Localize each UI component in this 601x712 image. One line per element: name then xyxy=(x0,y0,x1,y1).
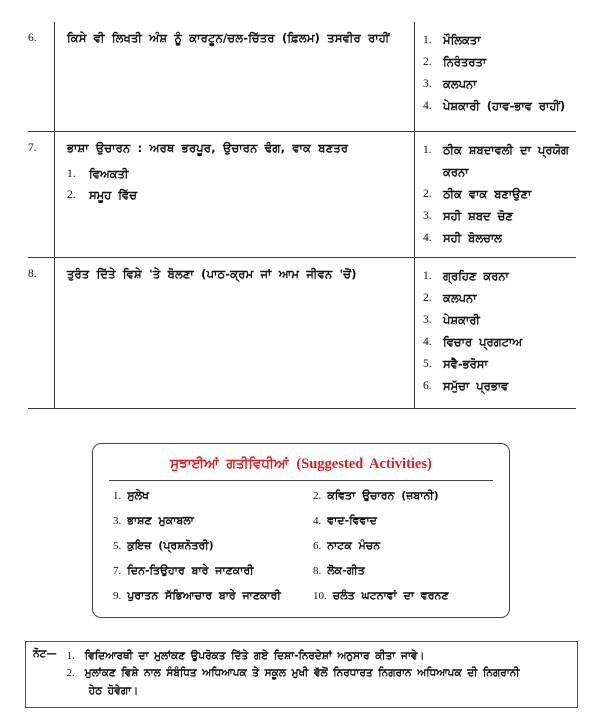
activity-number: 2. xyxy=(313,490,322,502)
suggested-activities-box xyxy=(92,443,510,618)
indicator-number: 3. xyxy=(423,77,432,90)
list-item xyxy=(67,185,408,206)
note-number: 2. xyxy=(66,668,75,680)
activity-label: ਨਾਟਕ ਮੰਚਨ xyxy=(327,539,381,552)
subitem-number: 1. xyxy=(67,167,76,180)
note-text: ਵਿਦਿਆਰਥੀ ਦਾ ਮੁਲਾਂਕਣ ਉਪਰੋਕਤ ਦਿੱਤੇ ਗਏ ਦਿਸ਼ਾ-ਨਿਰਦੇਸ਼ਾਂ ਅਨੁਸਾਰ ਕੀਤਾ ਜਾਵੇ। xyxy=(84,650,425,662)
activity-label: ਪੁਰਾਤਨ ਸੱਭਿਆਚਾਰ ਬਾਰੇ ਜਾਣਕਾਰੀ xyxy=(127,589,281,602)
note-box xyxy=(25,641,578,708)
subitem-text: ਵਿਅਕਤੀ xyxy=(89,166,129,181)
activity-label: ਚਲੰਤ ਘਟਨਾਵਾਂ ਦਾ ਵਰਨਣ xyxy=(332,589,449,602)
list-item xyxy=(423,376,572,398)
activity-label: ਭਾਸ਼ਣ ਮੁਕਾਬਲਾ xyxy=(127,514,194,527)
indicator-number: 2. xyxy=(423,55,432,68)
row-number: 6. xyxy=(28,32,37,44)
activities-title-english: (Suggested Activities) xyxy=(296,456,432,472)
list-item xyxy=(113,539,313,553)
activities-title xyxy=(107,456,495,480)
list-item xyxy=(423,266,572,288)
indicator-number: 4. xyxy=(423,99,432,112)
list-item xyxy=(423,206,572,228)
row-number: 7. xyxy=(28,142,37,155)
list-item xyxy=(423,332,572,354)
note-inner xyxy=(33,648,569,700)
activity-number: 6. xyxy=(313,540,322,552)
indicator-number: 2. xyxy=(423,187,432,200)
list-item xyxy=(313,539,495,553)
indicator-text: ਪੇਸ਼ਕਾਰੀ xyxy=(443,313,480,328)
list-item xyxy=(423,228,572,250)
activity-number: 7. xyxy=(113,565,122,577)
row-indicators-cell xyxy=(414,258,576,407)
criteria-table xyxy=(28,22,576,409)
criteria-heading: ਤੁਰੰਤ ਦਿੱਤੇ ਵਿਸ਼ੇ 'ਤੇ ਬੋਲਣਾ (ਪਾਠ-ਕ੍ਰਮ ਜਾਂ ਆਮ ਜੀਵਨ 'ਚੋਂ) xyxy=(67,267,357,282)
indicator-number: 1. xyxy=(423,34,432,46)
title-divider xyxy=(109,480,493,481)
indicator-text: ਵਿਚਾਰ ਪ੍ਰਗਟਾਅ xyxy=(443,335,523,349)
list-item xyxy=(67,648,569,665)
indicator-number: 4. xyxy=(423,336,432,348)
note-number: 1. xyxy=(66,651,75,662)
activity-label: ਵਾਦ-ਵਿਵਾਦ xyxy=(327,514,377,527)
note-label: ਨੋਟ— xyxy=(33,648,57,660)
indicator-list xyxy=(423,140,572,249)
list-item xyxy=(423,140,572,184)
row-criteria-cell xyxy=(54,258,414,407)
indicator-text: ਸਵੈ-ਭਰੋਸਾ xyxy=(443,356,488,371)
indicator-text xyxy=(443,140,572,184)
indicator-text: ਗ੍ਰਹਿਣ ਕਰਨਾ xyxy=(443,269,509,284)
activity-number: 10. xyxy=(313,590,327,602)
indicator-list xyxy=(423,30,572,117)
indicator-text: ਠੀਕ ਵਾਕ ਬਣਾਉਣਾ xyxy=(443,186,532,201)
subitem-number: 2. xyxy=(67,188,76,201)
indicator-text: ਕਲਪਨਾ xyxy=(443,291,477,306)
indicator-text: ਨਿਰੰਤਰਤਾ xyxy=(443,54,487,69)
indicator-text: ਸਹੀ ਸ਼ਬਦ ਚੋਣ xyxy=(443,208,513,223)
activities-list xyxy=(107,489,495,603)
list-item xyxy=(67,164,408,185)
criteria-heading: ਭਾਸ਼ਾ ਉਚਾਰਨ : ਅਰਥ ਭਰਪੂਰ, ਉਚਾਰਨ ਢੰਗ, ਵਾਕ ਬਣਤਰ xyxy=(67,141,349,156)
list-item xyxy=(423,74,572,96)
indicator-number: 1. xyxy=(423,270,432,283)
row-number: 8. xyxy=(28,268,37,281)
list-item xyxy=(113,564,313,578)
row-indicators-cell xyxy=(414,22,576,131)
list-item xyxy=(113,514,313,528)
activity-number: 5. xyxy=(113,540,122,552)
indicator-text: ਕਲਪਨਾ xyxy=(443,76,477,91)
criteria-heading: ਕਿਸੇ ਵੀ ਲਿਖਤੀ ਅੰਸ਼ ਨੂੰ ਕਾਰਟੂਨ/ਚਲ-ਚਿੱਤਰ (ਫ਼ਿਲਮ) ਤਸਵੀਰ ਰਾਹੀਂ xyxy=(67,31,390,45)
activity-label: ਸੁਲੇਖ xyxy=(127,489,149,502)
list-item xyxy=(313,564,495,578)
note-list xyxy=(67,648,569,700)
note-text-line2: ਹੇਠ ਹੋਵੇਗਾ। xyxy=(88,684,139,697)
list-item xyxy=(113,489,313,503)
criteria-sublist xyxy=(67,164,408,207)
indicator-text-line1: ਠੀਕ ਸ਼ਬਦਾਵਲੀ ਦਾ ਪ੍ਰਯੋਗ xyxy=(443,143,569,158)
indicator-text: ਪੇਸ਼ਕਾਰੀ (ਹਾਵ-ਭਾਵ ਰਾਹੀਂ) xyxy=(443,98,566,113)
activity-number: 3. xyxy=(113,515,122,527)
row-criteria-cell xyxy=(54,22,414,131)
indicator-text: ਸਹੀ ਬੋਲਚਾਲ xyxy=(443,230,502,245)
indicator-number: 5. xyxy=(423,357,432,370)
note-text-line1: ਮੁਲਾਂਕਣ ਵਿਸ਼ੇ ਨਾਲ ਸੰਬੰਧਿਤ ਅਧਿਆਪਕ ਤੇ ਸਕੂਲ ਮੁਖੀ ਵੱਲੋਂ ਨਿਰਧਾਰਤ ਨਿਗਰਾਨ ਅਧਿਆਪਕ ਦੀ ਨਿਗਰਾਨੀ xyxy=(84,667,520,680)
activity-label: ਦਿਨ-ਤਿਉਹਾਰ ਬਾਰੇ ਜਾਣਕਾਰੀ xyxy=(127,564,254,577)
list-item xyxy=(423,52,572,74)
indicator-number: 3. xyxy=(423,209,432,222)
list-item xyxy=(313,514,495,528)
row-criteria-cell xyxy=(54,132,414,257)
list-item xyxy=(423,184,572,206)
indicator-number: 3. xyxy=(423,314,432,327)
indicator-text: ਮੌਲਿਕਤਾ xyxy=(443,33,481,47)
indicator-number: 4. xyxy=(423,231,432,244)
list-item xyxy=(113,589,313,603)
row-indicators-cell xyxy=(414,132,576,257)
note-text xyxy=(85,665,569,700)
list-item xyxy=(423,96,572,118)
list-item xyxy=(67,665,569,700)
list-item xyxy=(423,30,572,52)
list-item xyxy=(423,310,572,332)
list-item xyxy=(313,489,495,503)
activity-label: ਕਵਿਤਾ ਉਚਾਰਨ (ਜ਼ਬਾਨੀ) xyxy=(327,489,439,502)
table-row xyxy=(28,257,576,408)
indicator-text-line2: ਕਰਨਾ xyxy=(443,165,469,180)
list-item xyxy=(313,589,495,603)
activity-number: 9. xyxy=(113,590,122,602)
subitem-text: ਸਮੂਹ ਵਿੱਚ xyxy=(89,187,137,202)
indicator-number: 2. xyxy=(423,292,432,305)
table-row xyxy=(28,22,576,131)
indicator-number: 1. xyxy=(423,144,432,157)
activity-number: 8. xyxy=(313,565,322,577)
activity-label: ਕੁਇਜ਼ (ਪ੍ਰਸ਼ਨੋਤਰੀ) xyxy=(127,539,214,552)
indicator-text: ਸਮੁੱਚਾ ਪ੍ਰਭਾਵ xyxy=(443,378,509,393)
activity-number: 1. xyxy=(113,490,122,502)
table-row xyxy=(28,131,576,257)
list-item xyxy=(423,288,572,310)
indicator-number: 6. xyxy=(423,379,432,392)
activity-number: 4. xyxy=(313,515,322,527)
indicator-list xyxy=(423,266,572,397)
activities-title-punjabi: ਸੁਝਾਈਆਂ ਗਤੀਵਿਧੀਆਂ xyxy=(170,456,289,472)
list-item xyxy=(423,354,572,376)
activity-label: ਲੋਕ-ਗੀਤ xyxy=(327,564,365,577)
